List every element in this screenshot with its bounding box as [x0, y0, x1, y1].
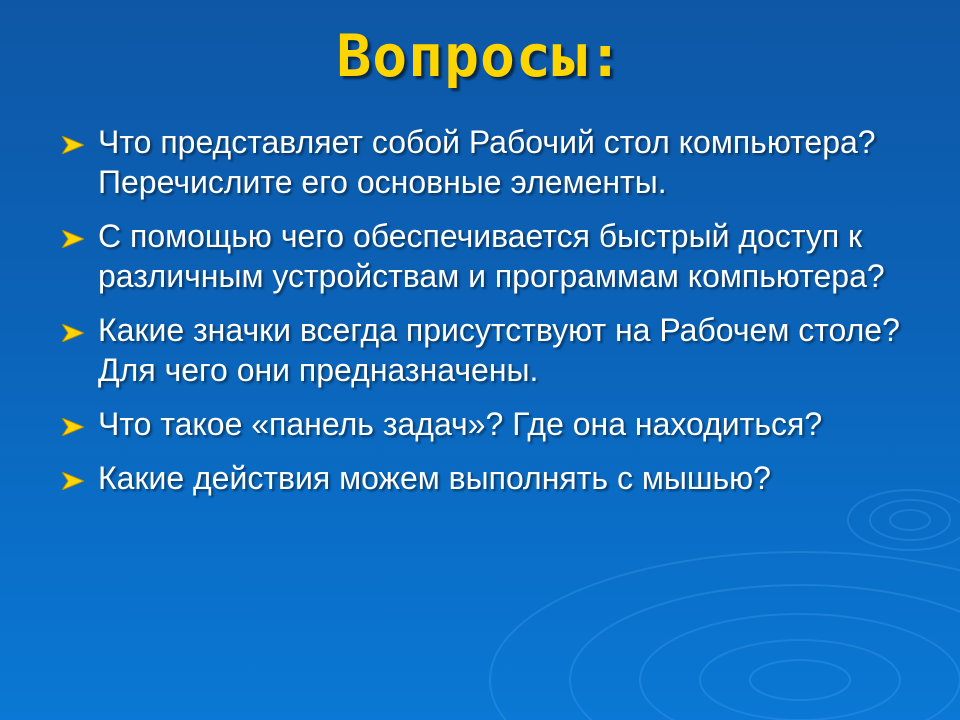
question-text: Что представляет собой Рабочий стол компьютера? Перечислите его основные элементы. — [98, 124, 876, 200]
arrow-bullet-icon — [62, 136, 84, 154]
list-item — [62, 216, 912, 296]
question-text: С помощью чего обеспечивается быстрый доступ к различным устройствам и программам компьютера? — [98, 218, 885, 294]
list-item — [62, 458, 912, 498]
list-item — [62, 122, 912, 202]
arrow-bullet-icon — [62, 472, 84, 490]
question-text: Какие действия можем выполнять с мышью? — [98, 460, 771, 496]
slide-title: Вопросы: — [336, 22, 624, 90]
list-item — [62, 310, 912, 390]
question-text: Какие значки всегда присутствуют на Рабочем столе? Для чего они предназначены. — [98, 312, 900, 388]
question-text: Что такое «панель задач»? Где она находиться? — [98, 406, 823, 442]
arrow-bullet-icon — [62, 418, 84, 436]
list-item — [62, 404, 912, 444]
arrow-bullet-icon — [62, 230, 84, 248]
arrow-bullet-icon — [62, 324, 84, 342]
question-list — [62, 122, 912, 512]
